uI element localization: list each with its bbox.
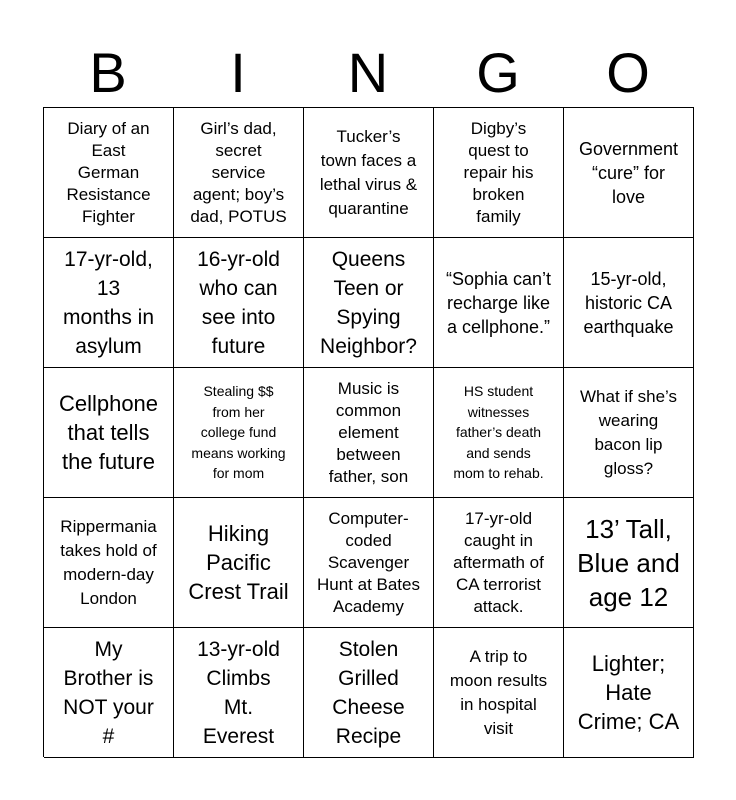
bingo-cell-o5[interactable] xyxy=(564,628,694,758)
cell-text: Computer- coded Scavenger Hunt at Bates Academy xyxy=(316,508,420,616)
cell-text: Music is common element between father, son xyxy=(328,378,409,486)
header-letter-b: B xyxy=(89,41,127,104)
bingo-cell-b3[interactable] xyxy=(44,368,174,498)
bingo-cell-b2[interactable] xyxy=(44,238,174,368)
cell-text: Digby’s quest to repair his broken family xyxy=(463,118,534,226)
header-letter-g: G xyxy=(476,41,520,104)
bingo-cell-i3[interactable] xyxy=(174,368,304,498)
bingo-cell-b1[interactable] xyxy=(44,108,174,238)
cell-text: What if she’s wearing bacon lip gloss? xyxy=(579,386,677,478)
cell-text: A trip to moon results in hospital visit xyxy=(449,646,548,738)
bingo-cell-i2[interactable] xyxy=(174,238,304,368)
bingo-cell-n2[interactable] xyxy=(304,238,434,368)
bingo-cell-n1[interactable] xyxy=(304,108,434,238)
bingo-cell-o4[interactable] xyxy=(564,498,694,628)
cell-text: 13’ Tall, Blue and age 12 xyxy=(577,513,680,612)
bingo-cell-i1[interactable] xyxy=(174,108,304,238)
bingo-cell-o1[interactable] xyxy=(564,108,694,238)
header-letter-n: N xyxy=(347,41,389,104)
cell-text: HS student witnesses father’s death and sends mom to rehab. xyxy=(453,383,544,482)
cell-text: Tucker’s town faces a lethal virus & quarantine xyxy=(319,126,418,218)
cell-text: 15-yr-old, historic CA earthquake xyxy=(583,268,674,337)
bingo-header xyxy=(43,38,693,108)
cell-text: 13-yr-old Climbs Mt. Everest xyxy=(197,637,280,748)
cell-text: Girl’s dad, secret service agent; boy’s dad, POTUS xyxy=(190,118,287,226)
bingo-board xyxy=(43,107,694,757)
bingo-cell-g5[interactable] xyxy=(434,628,564,758)
bingo-cell-g1[interactable] xyxy=(434,108,564,238)
cell-text: Lighter; Hate Crime; CA xyxy=(577,651,680,734)
bingo-cell-b4[interactable] xyxy=(44,498,174,628)
bingo-cell-g2[interactable] xyxy=(434,238,564,368)
cell-text: Stealing $$ from her college fund means working for mom xyxy=(191,383,286,482)
cell-text: My Brother is NOT your # xyxy=(63,637,154,748)
bingo-cell-g4[interactable] xyxy=(434,498,564,628)
bingo-cell-g3[interactable] xyxy=(434,368,564,498)
bingo-cell-o3[interactable] xyxy=(564,368,694,498)
cell-text: “Sophia can’t recharge like a cellphone.” xyxy=(445,268,552,337)
bingo-cell-n3[interactable] xyxy=(304,368,434,498)
bingo-cell-i4[interactable] xyxy=(174,498,304,628)
header-letter-o: O xyxy=(606,41,650,104)
cell-text: 17-yr-old caught in aftermath of CA terrorist attack. xyxy=(453,508,544,616)
cell-text: Diary of an East German Resistance Fighter xyxy=(66,118,151,226)
cell-text: Government “cure” for love xyxy=(578,138,679,207)
header-letter-i: I xyxy=(230,41,246,104)
cell-text: Rippermania takes hold of modern-day London xyxy=(60,516,157,608)
cell-text: Hiking Pacific Crest Trail xyxy=(188,521,289,604)
bingo-cell-n5[interactable] xyxy=(304,628,434,758)
cell-text: 16-yr-old who can see into future xyxy=(197,247,280,358)
bingo-cell-n4[interactable] xyxy=(304,498,434,628)
cell-text: Cellphone that tells the future xyxy=(58,391,159,474)
cell-text: Queens Teen or Spying Neighbor? xyxy=(320,247,417,358)
bingo-cell-o2[interactable] xyxy=(564,238,694,368)
cell-text: 17-yr-old, 13 months in asylum xyxy=(62,247,155,358)
cell-text: Stolen Grilled Cheese Recipe xyxy=(332,637,405,748)
bingo-cell-b5[interactable] xyxy=(44,628,174,758)
bingo-cell-i5[interactable] xyxy=(174,628,304,758)
